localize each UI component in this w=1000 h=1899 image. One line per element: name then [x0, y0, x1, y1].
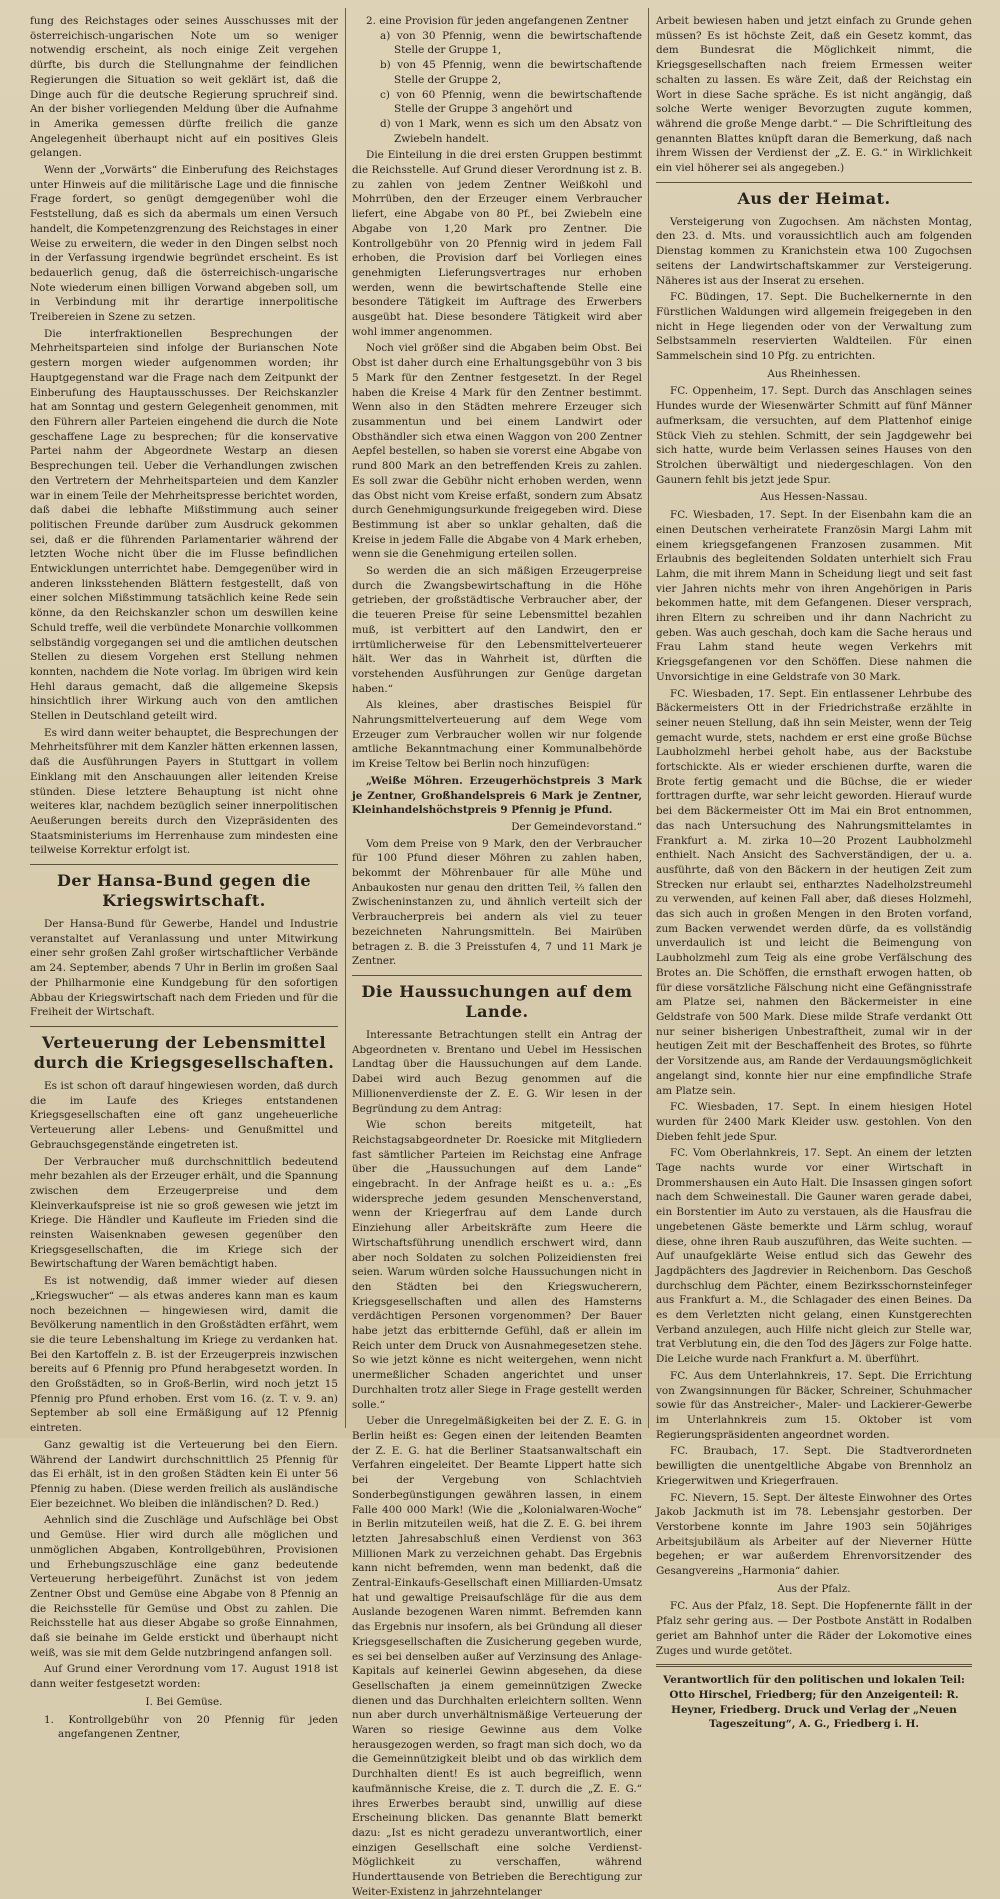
divider	[656, 182, 972, 183]
paragraph: FC. Wiesbaden, 17. Sept. In einem hiesigen Hotel wurden für 2400 Mark Kleider usw. gestohlen. Von den Dieben fehlt jede Spur.	[656, 1101, 972, 1143]
paragraph: FC. Büdingen, 17. Sept. Die Buchelkernernte in den Fürstlichen Waldungen wird allgemein freigegeben in den nicht in Hege liegenden oder von der Verwaltung zum Selbstsammeln reservierten Waldteilen. Für einen Sammelschein sind 10 Pfg. zu entrichten.	[656, 291, 972, 363]
paragraph: Arbeit bewiesen haben und jetzt einfach zu Grunde gehen müssen? Es ist höchste Zeit, daß ein Gesetz kommt, das dem Bundesrat die Möglichkeit nimmt, die Kriegsgesellschaften nach freiem Ermessen weiter schalten zu lassen. Es wäre Zeit, daß der Reichstag ein Wort in diese Sache spräche. Es ist nicht angängig, daß solche Werte weniger Bevorzugten zugute kommen, während die große Menge darbt.“ — Die Schriftleitung des genannten Blattes knüpft daran die Bemerkung, daß nach ihrem Wissen der Verdienst der „Z. E. G.“ in Wirklichkeit ein viel höherer sei als angegeben.)	[656, 15, 972, 175]
headline-hansa-bund: Der Hansa-Bund gegen die Kriegswirtschaft.	[56, 871, 312, 911]
column-2	[352, 14, 642, 1898]
divider	[30, 864, 338, 865]
list	[352, 14, 642, 146]
paragraph: FC. Braubach, 17. Sept. Die Stadtverordneten bewilligten die unentgeltliche Abgabe von Brennholz an Kriegerwitwen und Kriegerfrauen.	[656, 1445, 972, 1487]
imprint: Verantwortlich für den politischen und lokalen Teil: Otto Hirschel, Friedberg; für den Anzeigenteil: R. Heyner, Friedberg. Druck und Verlag der „Neuen Tageszeitung“, A. G., Friedberg i. H.	[663, 1674, 965, 1731]
headline-verteuerung: Verteuerung der Lebensmittel durch die Kriegsgesellschaften.	[33, 1033, 335, 1072]
list-item: a) von 30 Pfennig, wenn die bewirtschaftende Stelle der Gruppe 1,	[380, 29, 642, 57]
list-item: d) von 1 Mark, wenn es sich um den Absatz von Zwiebeln handelt.	[380, 117, 642, 145]
paragraph: FC. Wiesbaden, 17. Sept. In der Eisenbahn kam die an einen Deutschen verheiratete Französin Margi Lahm mit einem kriegsgefangenen Franzosen zusammen. Mit Erlaubnis des begleitenden Soldaten unterhielt sich Frau Lahm, die mit ihrem Mann in Scheidung liegt und seit fast vier Jahren nichts mehr von ihren Angehörigen in Paris bekommen hatte, mit dem Gefangenen. Dieser versprach, ihren Eltern zu schreiben und ihr dann Nachricht zu geben. Was auch geschah, doch kam die Sache heraus und Frau Lahm stand heute wegen Verkehrs mit Kriegsgefangenen vor den Schöffen. Diese nahmen die Unvorsichtige in eine Geldstrafe von 30 Mark.	[656, 509, 972, 683]
paragraph: Der Hansa-Bund für Gewerbe, Handel und Industrie veranstaltet auf Veranlassung und unter Mitwirkung einer sehr großen Zahl großer wirtschaftlicher Verbände am 24. September, abends 7 Uhr in Berlin im großen Saal der Philharmonie eine Kundgebung für den sofortigen Abbau der Kriegswirtschaft nach dem Frieden und für die Freiheit der Wirtschaft.	[30, 918, 338, 1019]
paragraph: Vom dem Preise von 9 Mark, den der Verbraucher für 100 Pfund dieser Möhren zu zahlen haben, bekommt der Möhrenbauer für alle Mühe und Anbaukosten nur genau den dritten Teil, ⅔ fallen den Zwischeninstanzen zu, und ähnlich verteilt sich der Verbraucherpreis bei andern als viel zu teuer bezeichneten Nahrungsmitteln. Bei Mairüben betragen z. B. die 3 Preisstufen 4, 7 und 11 Mark je Zentner.	[352, 837, 642, 968]
paragraph: Wie schon bereits mitgeteilt, hat Reichstagsabgeordneter Dr. Roesicke mit Mitgliedern fast sämtlicher Parteien im Reichstag eine Anfrage über die „Haussuchungen auf dem Lande“ eingebracht. In der Anfrage heißt es u. a.: „Es widerspreche jedem gesunden Menschenverstand, wenn der Kriegerfrau auf dem Lande durch Einziehung aller Arbeitskräfte zum Heere die Wirtschaftsführung unendlich erschwert wird, dann aber noch Soldaten zu solchen Polizeidiensten frei seien. Warum würden solche Haussuchungen nicht in den Städten bei den Kriegswucherern, Kriegsgesellschaften und allen des Hamsterns verdächtigen Personen vorgenommen? Der Bauer habe jetzt das erbitternde Gefühl, daß er allein im Reich unter dem Druck von Ausnahmegesetzen stehe. So wie jetzt könne es nicht weitergehen, wenn nicht unermeßlicher Schaden angerichtet und unser Durchhalten trotz aller Siege in Frage gestellt werden solle.“	[352, 1119, 642, 1411]
subheading: Aus Rheinhessen.	[767, 367, 861, 380]
subheading: Aus der Pfalz.	[777, 1582, 851, 1595]
divider	[352, 975, 642, 976]
paragraph: Der Verbraucher muß durchschnittlich bedeutend mehr bezahlen als der Erzeuger erhält, und die Spannung zwischen dem Erzeugerpreise und dem Kleinverkaufspreise ist nie so groß gewesen wie jetzt im Kriege. Die Händler und Kaufleute im Frieden sind die reinsten Waisenknaben gewesen gegenüber den Kriegsgesellschaften, die im Kriege sich der Bewirtschaftung der Waren bemächtigt haben.	[30, 1155, 338, 1271]
headline-haussuchungen: Die Haussuchungen auf dem Lande.	[361, 982, 633, 1021]
column-rule	[345, 8, 346, 1428]
paragraph: Interessante Betrachtungen stellt ein Antrag der Abgeordneten v. Brentano und Uebel im Hessischen Landtag über die Haussuchungen auf dem Lande. Dabei wird auch Bezug genommen auf die Millionenverdienste der Z. E. G. Wir lesen in der Begründung zu dem Antrag:	[352, 1029, 642, 1115]
paragraph: FC. Oppenheim, 17. Sept. Durch das Anschlagen seines Hundes wurde der Wiesenwärter Schmitt auf fünf Männer aufmerksam, die versuchten, auf dem Plattenhof einige Stück Vieh zu stehlen. Schmitt, der sein Jagdgewehr bei sich hatte, wurde beim Verlassen seines Hauses von den Strolchen überwältigt und niedergeschlagen. Von den Gaunern fehlt bis jetzt jede Spur.	[656, 385, 972, 486]
paragraph: Es ist notwendig, daß immer wieder auf diesen „Kriegswucher“ — als etwas anderes kann man es kaum noch bezeichnen — hingewiesen wird, damit die Bevölkerung namentlich in den Großstädten erfährt, wem sie die teure Lebenshaltung im Kriege zu verdanken hat. Bei den Kartoffeln z. B. ist der Erzeugerpreis inzwischen bereits auf 6 Pfennig pro Pfund herabgesetzt worden. In den Großstädten, so in Groß-Berlin, wird noch jetzt 15 Pfennig pro Pfund erhoben. Erst vom 16. (z. T. v. 9. an) September ab soll eine Ermäßigung auf 12 Pfennig eintreten.	[30, 1275, 338, 1435]
paragraph: FC. Aus dem Unterlahnkreis, 17. Sept. Die Errichtung von Zwangsinnungen für Bäcker, Schreiner, Schuhmacher sowie für das Anstreicher-, Maler- und Lackierer-Gewerbe im Unterlahnkreis zum 15. Oktober ist vom Regierungspräsidenten angeordnet worden.	[656, 1369, 972, 1441]
paragraph: Noch viel größer sind die Abgaben beim Obst. Bei Obst ist daher durch eine Erhaltungsgebühr von 3 bis 5 Mark für den Zentner festgesetzt. In der Regel haben die Kreise 4 Mark für den Zentner bestimmt. Wenn also in den Städten mehrere Erzeuger sich zusammentun und bei einem Landwirt oder Obsthändler sich etwa einen Waggon von 200 Zentner Aepfel bestellen, so haben sie vorerst eine Abgabe von rund 800 Mark an den betreffenden Kreis zu zahlen. Es soll zwar die Gebühr nicht erhoben werden, wenn das Obst nicht vom Kreise erfaßt, sondern zum Absatz durch Genehmigungsurkunde freigegeben wird. Diese Bestimmung ist aber so unklar gehalten, daß die Kreise in jedem Falle die Abgabe von 4 Mark erheben, wenn sie die Genehmigung erteilen sollen.	[352, 342, 642, 561]
column-rule	[648, 8, 649, 1428]
paragraph: Ganz gewaltig ist die Verteuerung bei den Eiern. Während der Landwirt durchschnittlich 25 Pfennig für das Ei erhält, ist in den großen Städten kein Ei unter 56 Pfennig zu haben. (Diese werden freilich als ausländische Eier bezeichnet. Wo bleiben die inländischen? D. Red.)	[30, 1438, 338, 1510]
paragraph: So werden die an sich mäßigen Erzeugerpreise durch die Zwangsbewirtschaftung in die Höhe getrieben, der großstädtische Verbraucher aber, der die teueren Preise für seine Lebensmittel bezahlen muß, ist verbittert auf den Landwirt, den er irrtümlicherweise für den Lebensmittelverteuerer hält. Wer das in Wahrheit ist, dürften die vorstehenden Ausführungen zur Genüge dargetan haben.“	[352, 565, 642, 695]
quote-signature: Der Gemeindevorstand.“	[511, 820, 642, 833]
column-1	[30, 14, 339, 1741]
paragraph: Aehnlich sind die Zuschläge und Aufschläge bei Obst und Gemüse. Hier wird durch alle möglichen und unmöglichen Abgaben, Kontrollgebühren, Provisionen und Erhebungszuschläge eine ganz bedeutende Verteuerung herbeigeführt. Zunächst ist von jedem Zentner Obst und Gemüse eine Abgabe von 8 Pfennig an die Reichsstelle für Gemüse und Obst zu zahlen. Die Reichsstelle hat aus dieser Abgabe so große Einnahmen, daß sie beinahe im Gelde erstickt und überhaupt nicht weiß, was sie mit dem Gelde nutzbringend anfangen soll.	[30, 1514, 338, 1659]
paragraph: Es wird dann weiter behauptet, die Besprechungen der Mehrheitsführer mit dem Kanzler hätten erkennen lassen, daß die Ausführungen Payers in Stuttgart in vollem Einklang mit den Anschauungen aller leitenden Kreise stünden. Diese letztere Behauptung ist nicht ohne weiteres klar, nachdem bezüglich seiner innerpolitischen Aeußerungen bereits durch den Vizepräsidenten des Staatsministeriums im Herrenhause zum mindesten eine teilweise Korrektur erfolgt ist.	[30, 726, 339, 857]
paragraph: Auf Grund einer Verordnung vom 17. August 1918 ist dann weiter festgesetzt worden:	[30, 1663, 338, 1691]
subheading: I. Bei Gemüse.	[145, 1695, 223, 1708]
paragraph: Versteigerung von Zugochsen. Am nächsten Montag, den 23. d. Mts. und voraussichtlich auch am folgenden Dienstag kommen zu Kranichstein etwa 100 Zugochsen seitens der Landwirtschaftskammer zur Versteigerung. Näheres ist aus der Inserat zu ersehen.	[656, 215, 972, 287]
paragraph: FC. Wiesbaden, 17. Sept. Ein entlassener Lehrbube des Bäckermeisters Ott in der Friedrichstraße erzählte in seiner neuen Stellung, daß ihn sein Meister, wenn der Teig gemacht wurde, stets, nachdem er erst eine große Büchse Laubholzmehl herbei geholt habe, aus der Backstube fortschickte. Als er wieder erschienen durfte, waren die Brote fertig gemacht und die Büchse, die er wieder forttragen durfte, war sehr leicht geworden. Hierauf wurde bei dem Bäckermeister Ott im Mai ein Brot entnommen, das nach Untersuchung des Nahrungsmittelamtes in Frankfurt a. M. zirka 10—20 Prozent Laubholzmehl enthielt. Nach Ansicht des Sachverständigen, der u. a. ausführte, daß von den Bäckern in der heutigen Zeit zum Strecken nur erlaubt sei, entharztes Nadelholzstreumehl zu verwenden, auf keinen Fall aber, daß dieses Holzmehl, das sich auch in großen Mengen in den Broten vorfand, zum Backen verwendet werden dürfe, da es vollständig unverdaulich ist und leicht die Beimengung von Laubholzmehl zum Teig als eine grobe Verfälschung des Brotes an. Die Schöffen, die ernsthaft erwogen hatten, ob für diese vorsätzliche Fälschung nicht eine Gefängnisstrafe am Platze sei, nahmen den Bäckermeister in eine Geldstrafe von 500 Mark. Diese milde Strafe verdankt Ott nur seiner bisherigen Unbestraftheit, zumal wir in der heutigen Zeit mit der Beschaffenheit des Brotes, so führte der Vorsitzende aus, am Rande der Verdauungsmöglichkeit angelangt sind, konnte hier nur eine empfindliche Strafe am Platze sein.	[656, 687, 972, 1097]
paragraph: Es ist schon oft darauf hingewiesen worden, daß durch die im Laufe des Krieges entstandenen Kriegsgesellschaften eine oft ganz ungeheuerliche Verteuerung aller Lebens- und Genußmittel und Gebrauchsgegenstände eingetreten ist.	[30, 1080, 338, 1151]
list-item: b) von 45 Pfennig, wenn die bewirtschaftende Stelle der Gruppe 2,	[380, 59, 642, 86]
list-item: 1. Kontrollgebühr von 20 Pfennig für jeden angefangenen Zentner,	[44, 1713, 338, 1741]
divider	[30, 1026, 338, 1027]
subheading: Aus Hessen-Nassau.	[760, 491, 868, 504]
list-item: 2. eine Provision für jeden angefangenen Zentner	[366, 15, 629, 27]
headline-aus-der-heimat: Aus der Heimat.	[737, 188, 891, 208]
paragraph: Wenn der „Vorwärts“ die Einberufung des Reichstages unter Hinweis auf die militärische Lage und die finnische Frage fordert, so genügt demgegenüber wohl die Feststellung, daß es sich da abermals um einen Versuch handelt, die Kompetenzgrenzung des Reichstages in einer Weise zu erweitern, die weder in den Dingen selbst noch in der Verfassung irgendwie begründet erscheint. Es ist bedauerlich genug, daß die österreichisch-ungarische Note wiederum einen billigen Vorwand abgeben soll, um in Verbindung mit ihr derartige innerpolitische Treibereien in Szene zu setzen.	[30, 164, 338, 324]
paragraph: Die Einteilung in die drei ersten Gruppen bestimmt die Reichsstelle. Auf Grund dieser Verordnung ist z. B. zu zahlen von jedem Zentner Weißkohl und Mohrrüben, den der Erzeuger einem Verbraucher liefert, eine Abgabe von 80 Pf., bei Zwiebeln eine Abgabe von 1,20 Mark pro Zentner. Die Kontrollgebühr von 20 Pfennig wird in jedem Fall erhoben, die Provision darf bei Vorliegen eines genehmigten Lieferungsvertrages nur erhoben werden, wenn die bewirtschaftende Stelle eine besondere Tätigkeit im Auftrage des Erwerbers ausgeübt hat. Diese besondere Tätigkeit wird aber wohl immer angenommen.	[352, 149, 642, 338]
quote: „Weiße Möhren. Erzeugerhöchstpreis 3 Mark je Zentner, Großhandelspreis 6 Mark je Zentner, Kleinhandelshöchstpreis 9 Pfennig je Pfund.	[352, 774, 642, 817]
divider	[656, 1664, 972, 1667]
paragraph: FC. Aus der Pfalz, 18. Sept. Die Hopfenernte fällt in der Pfalz sehr gering aus. — Der Postbote Anstätt in Rodalben geriet am Bahnhof unter die Räder der Lokomotive eines Zuges und wurde getötet.	[656, 1600, 972, 1657]
paragraph: fung des Reichstages oder seines Ausschusses mit der österreichisch-ungarischen Note um so weniger notwendig erscheint, als noch einige Zeit vergehen dürfte, bis durch die Stellungnahme der feindlichen Regierungen die Situation so weit geklärt ist, daß die Dinge auch für die deutsche Regierung spruchreif sind. An der bisher vorliegenden Meldung über die Aufnahme in Amerika gemessen dürfte freilich die ganze Angelegenheit überhaupt nicht auf ein positives Gleis gelangen.	[30, 15, 338, 160]
paragraph: FC. Vom Oberlahnkreis, 17. Sept. An einem der letzten Tage nachts wurde vor einer Wirtschaft in Drommershausen ein Auto Halt. Die Insassen gingen sofort nach dem Schweinestall. Die Gauner waren gerade dabei, ein Borstentier im Auto zu verstauen, als die Hausfrau die ungebetenen Gäste bemerkte und Lärm schlug, worauf diese, ohne ihren Raub auszuführen, das Weite suchten. — Auf unaufgeklärte Weise entlud sich das Gewehr des Jagdpächters des Jagdrevier in Reichenborn. Das Geschoß durchschlug dem Pächter, einem Bezirksschornsteinfeger aus Frankfurt a. M., die Schlagader des einen Beines. Da es dem Verletzten nicht gelang, einen Kunstgerechten Verband anzulegen, auch Hilfe nicht gleich zur Stelle war, trat Verblutung ein, die den Tod des Jägers zur Folge hatte. Die Leiche wurde nach Frankfurt a. M. überführt.	[656, 1147, 972, 1366]
column-3	[656, 14, 972, 1731]
paragraph: Die interfraktionellen Besprechungen der Mehrheitsparteien sind infolge der Burianschen Note gestern morgen wieder aufgenommen worden; ihr Hauptgegenstand war die Frage nach dem Zeitpunkt der Einberufung des Hauptausschusses. Der Reichskanzler hat am Sonntag und gestern Gelegenheit genommen, mit den Führern aller Parteien eingehend die durch die Note geschaffene Lage zu besprechen; für die konservative Partei nahm der Abgeordnete Westarp an diesen Besprechungen teil. Ueber die Verhandlungen zwischen den Vertretern der Mehrheitsparteien und dem Kanzler war in einem Teile der Mehrheitspresse berichtet worden, daß dabei die lebhafte Mißstimmung auch seiner politischen Freunde darüber zum Ausdruck gekommen sei, daß er die führenden Parlamentarier während der letzten Woche nicht über die im Flusse befindlichen Entwicklungen unterrichtet habe. Demgegenüber wird in anderen linksstehenden Blättern festgestellt, daß von einer solchen Mißstimmung tatsächlich keine Rede sein könne, da den Reichskanzler schon um deswillen keine Schuld treffe, weil die verbündete Monarchie vollkommen selbständig vorgegangen sei und die amtlichen deutschen Stellen zu diesem Vorgehen erst Stellung nehmen konnten, nachdem die Note vorlag. Im übrigen wird kein Hehl daraus gemacht, daß die allgemeine Skepsis hinsichtlich ihrer Wirkung auch von den amtlichen Stellen in Deutschland geteilt wird.	[30, 327, 338, 723]
list-item: c) von 60 Pfennig, wenn die bewirtschaftende Stelle der Gruppe 3 angehört und	[380, 88, 642, 116]
paragraph: FC. Nievern, 15. Sept. Der älteste Einwohner des Ortes Jakob Jackmuth ist im 78. Lebensjahr gestorben. Der Verstorbene konnte im Jahre 1903 sein 50jähriges Arbeitsjubiläum als Arbeiter auf der Nieverner Hütte begehen; er war außerdem Ehrenvorsitzender des Gesangvereins „Harmonia“ dahier.	[656, 1491, 972, 1578]
list	[30, 1713, 338, 1742]
paragraph: Ueber die Unregelmäßigkeiten bei der Z. E. G. in Berlin heißt es: Gegen einen der leitenden Beamten der Z. E. G. hat die Berliner Staatsanwaltschaft ein Verfahren eingeleitet. Der Beamte Lippert hatte sich bei der Vergebung von Schlachtvieh Sonderbegünstigungen gewähren lassen, in einem Falle 400 000 Mark! (Wie die „Kolonialwaren-Woche“ in Berlin mitzuteilen weiß, hat die Z. E. G. bei ihrem letzten Jahresabschluß einen Verdienst von 363 Millionen Mark zu verzeichnen gehabt. Das Ergebnis kann nicht befremden, wenn man bedenkt, daß die Zentral-Einkaufs-Gesellschaft einen Milliarden-Umsatz hat und gewaltige Preisaufschläge für die aus dem Auslande bezogenen Waren nimmt. Befremden kann das Ergebnis nur insofern, als bei Gründung all dieser Kriegsgesellschaften die Zusicherung gegeben wurde, es sei bei denselben außer auf Verzinsung des Anlage-Kapitals auf keinerlei Gewinn abgesehen, da diese Gesellschaften ja einem gemeinnützigen Zwecke dienen und das Durchhalten erleichtern sollten. Wenn nun aber durch unverhältnismäßige Verteuerung der Waren so riesige Gewinne aus dem Volke herausgezogen werden, so fragt man sich doch, wo da die Gemeinnützigkeit bleibt und ob das wirklich dem Durchhalten dient! Es ist auch begreiflich, wenn kaufmännische Kreise, die z. T. durch die „Z. E. G.“ ihres Erwerbes beraubt sind, unwillig auf diese Erscheinung blicken. Das genannte Blatt bemerkt dazu: „Ist es nicht geradezu unverantwortlich, einer einzigen Gesellschaft eine solche Verdienst-Möglichkeit zu verschaffen, während Hunderttausende von Betrieben die Berechtigung zur Weiter-Existenz in jahrzehntelanger	[352, 1415, 642, 1898]
paragraph: Als kleines, aber drastisches Beispiel für Nahrungsmittelverteuerung auf dem Wege vom Erzeuger zum Verbraucher wollen wir nur folgende amtliche Bekanntmachung einer Kommunalbehörde im Kreise Teltow bei Berlin noch hinzufügen:	[352, 699, 642, 771]
